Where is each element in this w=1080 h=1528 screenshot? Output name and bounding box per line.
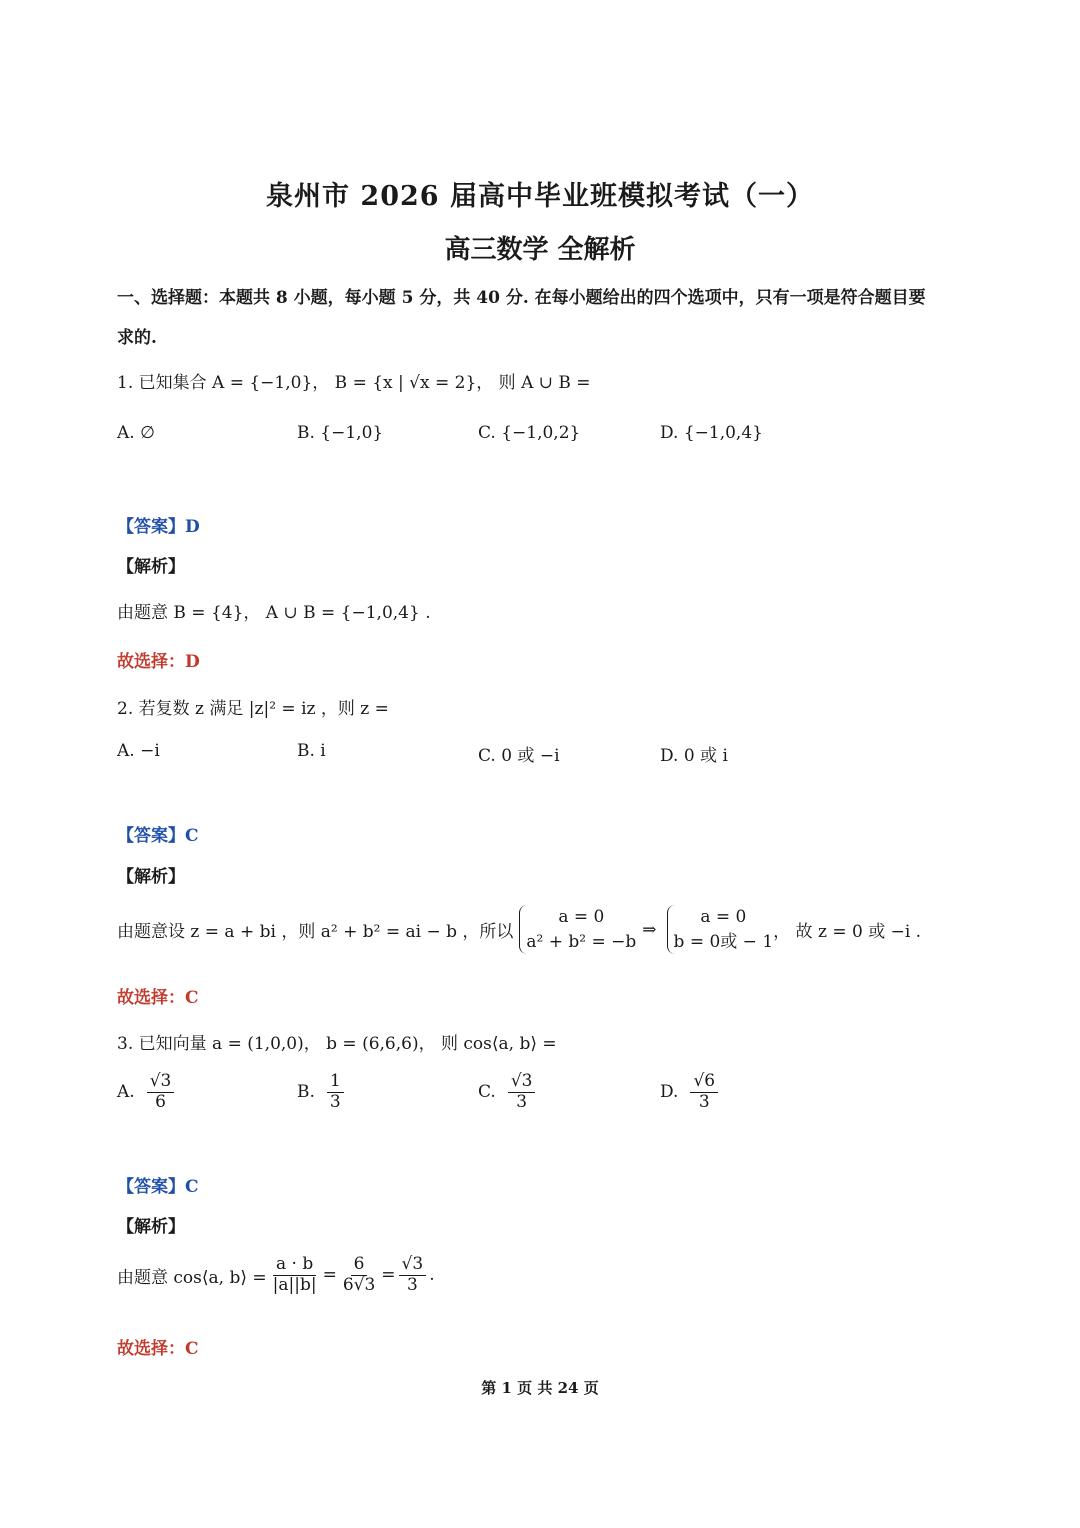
q3-fraction-2-denominator: 6√3 bbox=[342, 1274, 376, 1295]
q3-analysis-label: 【解析】 bbox=[117, 1217, 185, 1237]
q3-option-d-label: D. bbox=[660, 1082, 679, 1103]
q3-option-c bbox=[478, 1072, 538, 1112]
q1-option-b: B. {−1,0} bbox=[297, 423, 384, 443]
q3-option-a-numerator: √3 bbox=[147, 1072, 175, 1093]
q2-system-1-line1: a = 0 bbox=[558, 907, 605, 927]
q3-option-d-fraction bbox=[690, 1072, 718, 1112]
q2-analysis-pre: 由题意设 z = a + bi ，则 a² + b² = ai − b ，所以 bbox=[117, 922, 514, 943]
q3-fraction-3-denominator: 3 bbox=[406, 1274, 418, 1295]
q2-analysis bbox=[117, 905, 921, 954]
q2-answer: 【答案】C bbox=[117, 826, 199, 846]
q3-option-d bbox=[660, 1072, 721, 1112]
q2-option-c: C. 0 或 −i bbox=[478, 746, 560, 766]
q1-option-c: C. {−1,0,2} bbox=[478, 423, 581, 443]
q3-option-b-numerator: 1 bbox=[327, 1072, 344, 1093]
q1-option-a: A. ∅ bbox=[117, 423, 155, 443]
page-title: 泉州市 2026 届高中毕业班模拟考试（一） bbox=[266, 181, 814, 212]
q3-option-c-numerator: √3 bbox=[508, 1072, 536, 1093]
q2-system-2-line1: a = 0 bbox=[700, 907, 747, 927]
q3-option-a bbox=[117, 1072, 177, 1112]
question-3-stem: 3. 已知向量 a = (1,0,0)， b = (6,6,6)， 则 cos⟨a, b⟩ = bbox=[117, 1034, 557, 1054]
q2-option-b: B. i bbox=[297, 741, 326, 761]
q3-analysis-pre: 由题意 cos⟨a, b⟩ = bbox=[117, 1267, 267, 1288]
q2-system-2 bbox=[667, 905, 774, 954]
q3-analysis-end: . bbox=[429, 1265, 435, 1286]
q3-option-b-denominator: 3 bbox=[329, 1091, 341, 1112]
q3-option-c-denominator: 3 bbox=[516, 1091, 528, 1112]
q2-implies-arrow: ⇒ bbox=[642, 919, 657, 940]
q3-option-d-numerator: √6 bbox=[690, 1072, 718, 1093]
q3-option-b bbox=[297, 1072, 347, 1112]
q1-analysis-label: 【解析】 bbox=[117, 557, 185, 577]
q2-system-2-line2: b = 0或 − 1 bbox=[673, 931, 774, 952]
q3-option-b-label: B. bbox=[297, 1082, 315, 1103]
q3-equals-2: = bbox=[381, 1265, 396, 1286]
q3-fraction-1 bbox=[270, 1255, 320, 1295]
q1-answer: 【答案】D bbox=[117, 517, 200, 537]
q2-option-a: A. −i bbox=[117, 741, 160, 761]
q2-system-1 bbox=[519, 905, 636, 954]
q3-option-a-denominator: 6 bbox=[155, 1091, 166, 1112]
q2-analysis-post: ， 故 z = 0 或 −i . bbox=[773, 922, 922, 943]
q3-fraction-2 bbox=[340, 1255, 378, 1295]
section-heading-line2: 求的. bbox=[117, 328, 157, 348]
q1-analysis: 由题意 B = {4}， A ∪ B = {−1,0,4} . bbox=[117, 603, 431, 623]
question-2-stem: 2. 若复数 z 满足 |z|² = iz ，则 z = bbox=[117, 699, 389, 719]
q2-system-1-line2: a² + b² = −b bbox=[526, 931, 637, 952]
q3-option-a-fraction bbox=[147, 1072, 175, 1112]
q2-option-d: D. 0 或 i bbox=[660, 746, 728, 766]
page-number: 第 1 页 共 24 页 bbox=[481, 1379, 599, 1397]
q1-option-d: D. {−1,0,4} bbox=[660, 423, 763, 443]
q3-option-c-label: C. bbox=[478, 1082, 496, 1103]
q3-fraction-3-numerator: √3 bbox=[399, 1255, 427, 1276]
q2-analysis-label: 【解析】 bbox=[117, 867, 185, 887]
page-subtitle: 高三数学 全解析 bbox=[444, 235, 636, 265]
section-heading-line1: 一、选择题：本题共 8 小题，每小题 5 分，共 40 分. 在每小题给出的四个选项中，只有一项是符合题目要 bbox=[117, 288, 926, 308]
q3-final-choice: 故选择：C bbox=[117, 1339, 199, 1359]
q3-answer: 【答案】C bbox=[117, 1177, 199, 1197]
q3-analysis bbox=[117, 1255, 435, 1295]
question-1-stem: 1. 已知集合 A = {−1,0}， B = {x | √x = 2}， 则 A ∪ B = bbox=[117, 373, 591, 393]
q1-final-choice: 故选择：D bbox=[117, 652, 200, 672]
q3-fraction-1-denominator: |a||b| bbox=[272, 1274, 317, 1295]
q3-option-c-fraction bbox=[508, 1072, 536, 1112]
q3-option-d-denominator: 3 bbox=[698, 1091, 710, 1112]
q3-fraction-1-numerator: a · b bbox=[273, 1255, 316, 1276]
q2-final-choice: 故选择：C bbox=[117, 988, 199, 1008]
q3-option-a-label: A. bbox=[117, 1082, 135, 1103]
q3-fraction-3 bbox=[399, 1255, 427, 1295]
q3-equals-1: = bbox=[322, 1265, 337, 1286]
q3-fraction-2-numerator: 6 bbox=[351, 1255, 368, 1276]
q3-option-b-fraction bbox=[327, 1072, 344, 1112]
